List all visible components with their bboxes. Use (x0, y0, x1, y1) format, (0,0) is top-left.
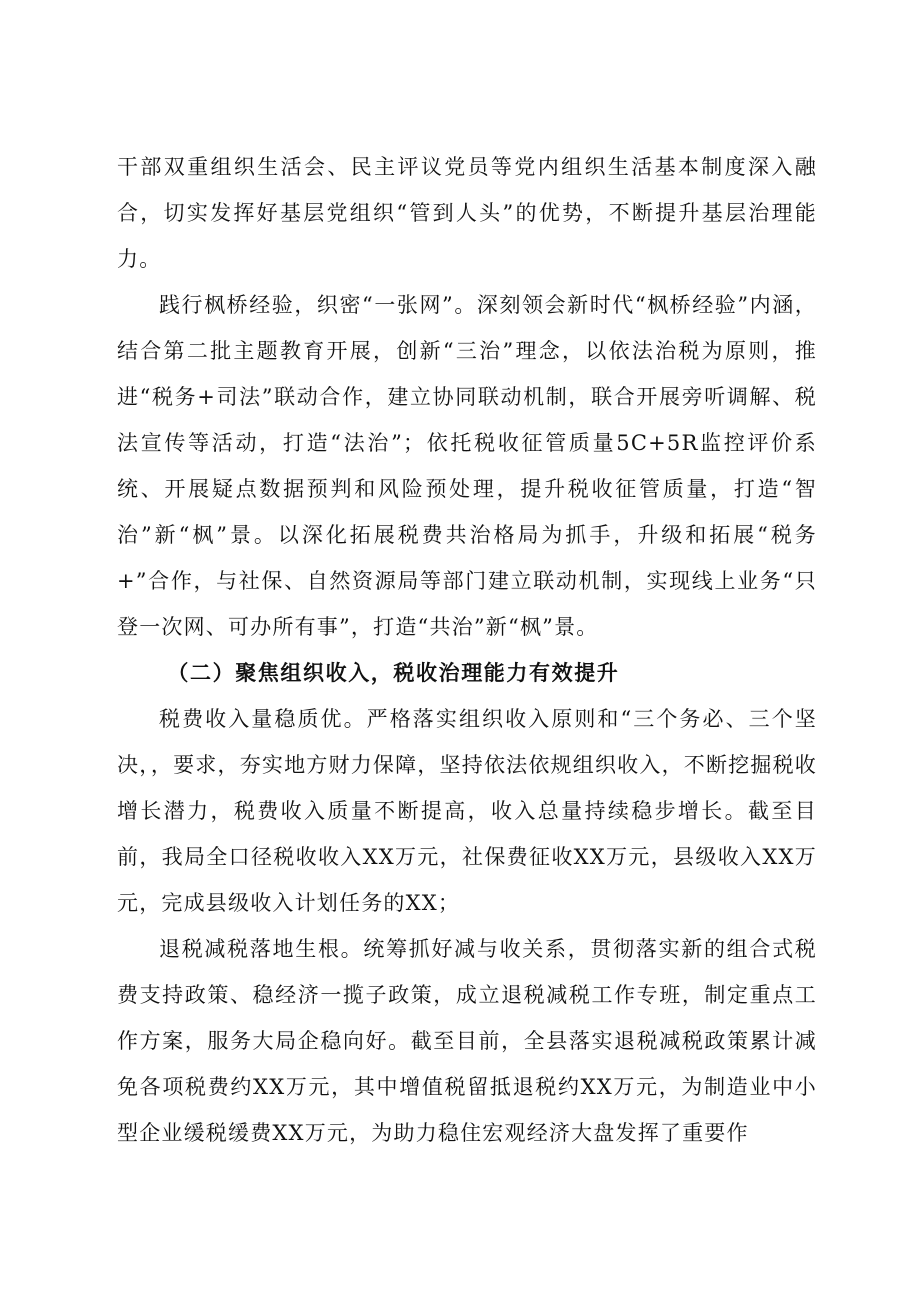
paragraph-continued: 干部双重组织生活会、民主评议党员等党内组织生活基本制度深入融合，切实发挥好基层党组织“管到人头”的优势，不断提升基层治理能力。 (117, 155, 817, 271)
paragraph-fengqiao-experience: 践行枫桥经验，织密“一张网”。深刻领会新时代“枫桥经验”内涵，结合第二批主题教育开展，创新“三治”理念，以依法治税为原则，推进“税务+司法”联动合作，建立协同联动机制，联合开展旁听调解、税法宣传等活动，打造“法治”；依托税收征管质量5C+5R监控评价系统、开展疑点数据预判和风险预处理，提升税收征管质量，打造“智治”新“枫”景。以深化拓展税费共治格局为抓手，升级和拓展“税务+”合作，与社保、自然资源局等部门建立联动机制，实现线上业务“只登一次网、可办所有事”，打造“共治”新“枫”景。 (117, 293, 817, 639)
paragraph-tax-refund: 退税减税落地生根。统筹抓好减与收关系，贯彻落实新的组合式税费支持政策、稳经济一揽子政策，成立退税减税工作专班，制定重点工作方案，服务大局企稳向好。截至目前，全县落实退税减税政策累计减免各项税费约XX万元，其中增值税留抵退税约XX万元，为制造业中小型企业缓税缓费XX万元，为助力稳住宏观经济大盘发挥了重要作 (117, 937, 817, 1145)
document-body (117, 144, 817, 1156)
paragraph-tax-revenue: 税费收入量稳质优。严格落实组织收入原则和“三个务必、三个坚决，，要求，夯实地方财力保障，坚持依法依规组织收入，不断挖掘税收增长潜力，税费收入质量不断提高，收入总量持续稳步增长。截至目前，我局全口径税收收入XX万元，社保费征收XX万元，县级收入XX万元，完成县级收入计划任务的XX； (117, 707, 817, 915)
section-heading: （二）聚焦组织收入，税收治理能力有效提升 (167, 661, 620, 685)
